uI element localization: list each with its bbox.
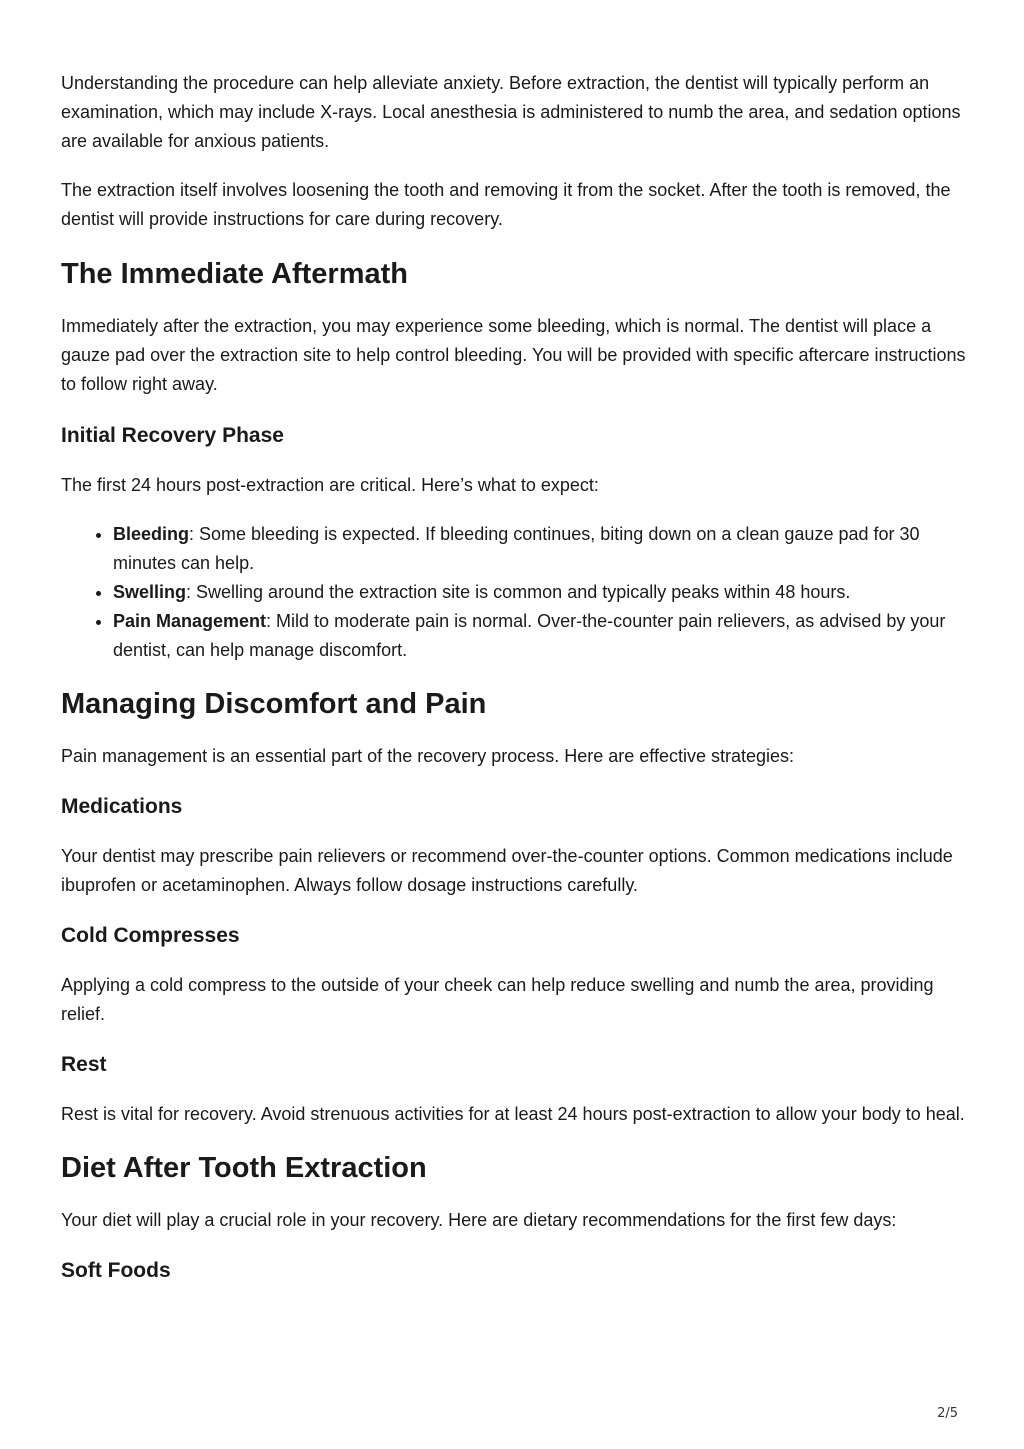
list-item-swelling xyxy=(113,578,966,607)
heading-medications: Medications xyxy=(61,795,183,818)
heading-managing-discomfort: Managing Discomfort and Pain xyxy=(61,688,487,720)
list-item-term: Bleeding xyxy=(113,524,190,544)
heading-initial-recovery: Initial Recovery Phase xyxy=(61,424,284,447)
paragraph-diet: Your diet will play a crucial role in your recovery. Here are dietary recommendations for the first few days: xyxy=(61,1210,897,1230)
paragraph-managing: Pain management is an essential part of the recovery process. Here are effective strategies: xyxy=(61,746,795,766)
list-item-bleeding xyxy=(113,520,966,578)
initial-recovery-list xyxy=(61,520,966,665)
paragraph-cold-compresses: Applying a cold compress to the outside of your cheek can help reduce swelling and numb the area, providing relief. xyxy=(61,975,934,1024)
list-item-text: : Some bleeding is expected. If bleeding continues, biting down on a clean gauze pad for 30 minutes can help. xyxy=(113,524,920,573)
list-item-pain-management xyxy=(113,607,966,665)
paragraph-extraction: The extraction itself involves loosening the tooth and removing it from the socket. After the tooth is removed, the dentist will provide instructions for care during recovery. xyxy=(61,180,951,229)
paragraph-initial-recovery: The first 24 hours post-extraction are critical. Here’s what to expect: xyxy=(61,475,599,495)
page-number: 2/5 xyxy=(937,1406,958,1421)
paragraph-procedure: Understanding the procedure can help alleviate anxiety. Before extraction, the dentist will typically perform an examination, which may include X-rays. Local anesthesia is administered to numb the area, and sedation options are available for anxious patients. xyxy=(61,73,961,151)
paragraph-rest: Rest is vital for recovery. Avoid strenuous activities for at least 24 hours post-extraction to allow your body to heal. xyxy=(61,1104,965,1124)
heading-rest: Rest xyxy=(61,1053,107,1076)
paragraph-medications: Your dentist may prescribe pain relievers or recommend over-the-counter options. Common medications include ibuprofen or acetaminophen. Always follow dosage instructions carefully. xyxy=(61,846,953,895)
list-item-term: Pain Management xyxy=(113,611,267,631)
list-item-text: : Swelling around the extraction site is common and typically peaks within 48 hours. xyxy=(186,582,851,602)
list-item-term: Swelling xyxy=(113,582,187,602)
heading-soft-foods: Soft Foods xyxy=(61,1259,171,1282)
paragraph-aftermath: Immediately after the extraction, you may experience some bleeding, which is normal. The dentist will place a gauze pad over the extraction site to help control bleeding. You will be provided with specific aftercare instructions to follow right away. xyxy=(61,316,966,394)
document-body xyxy=(61,69,966,1285)
heading-immediate-aftermath: The Immediate Aftermath xyxy=(61,258,408,290)
heading-cold-compresses: Cold Compresses xyxy=(61,924,240,947)
heading-diet: Diet After Tooth Extraction xyxy=(61,1152,427,1184)
list-item-text: : Mild to moderate pain is normal. Over-the-counter pain relievers, as advised by your dentist, can help manage discomfort. xyxy=(113,611,946,660)
